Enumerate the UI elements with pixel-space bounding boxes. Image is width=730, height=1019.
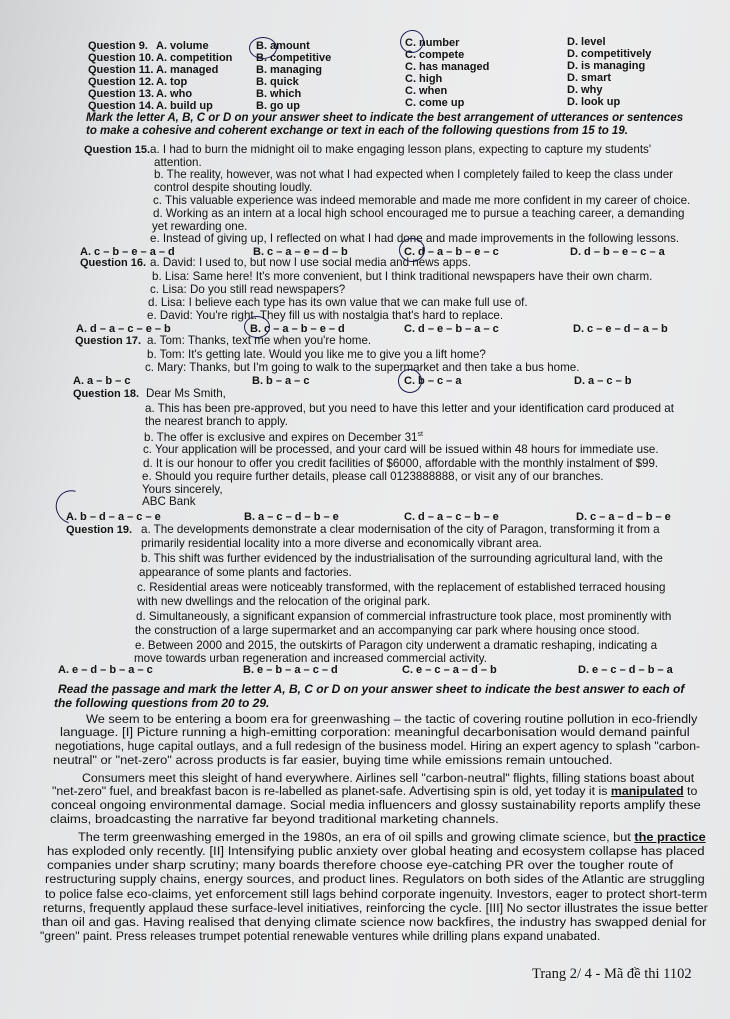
passage-line [47, 859, 673, 873]
passage-line [43, 902, 708, 916]
passage-line [50, 813, 499, 827]
passage-text: negotiations, huge capital outlays, and a full redesign of the business model. Hiring an expert agency to splash "carbon- [55, 739, 701, 753]
passage-text: to police false eco-claims, yet enforcement still lags behind corporate ingenuity. Investors, eager to protect short-term [45, 887, 708, 901]
vocab-option-a: A. managed [156, 64, 219, 76]
passage-line [45, 873, 705, 887]
instruction-arrangement-line1: Mark the letter A, B, C or D on your answer sheet to indicate the best arrangement of utterances or sentences [86, 112, 684, 124]
passage-text: neutral" or "net-zero" across products is far easier, buying time while emissions remain untouched. [53, 753, 613, 767]
question-line: d. Simultaneously, a significant expansion of commercial infrastructure took place, most prominently with [136, 610, 672, 623]
question-line: b. Lisa: Same here! It's more convenient, but I think traditional newspapers have their own charm. [152, 270, 653, 283]
pen-circle-q15 [399, 238, 425, 262]
passage-line [60, 726, 690, 740]
passage-text: returns, frequently applaud these surface-level initiatives, reinforcing the cycle. [III] No sector illustrates the issue better [43, 901, 708, 915]
vocab-label: Question 13. [88, 88, 155, 100]
instruction-reading-line1: Read the passage and mark the letter A, B, C or D on your answer sheet to indicate the best answer to each of [58, 682, 685, 696]
answer-option: A. a – b – c [73, 375, 131, 387]
question-line: c. This valuable experience was indeed memorable and made me more confident in my career of choice. [153, 194, 691, 207]
vocab-option-b: B. managing [256, 64, 323, 76]
passage-line [52, 785, 697, 799]
question-line: e. Instead of giving up, I reflected on what I had done and made improvements in the following lessons. [150, 232, 680, 245]
vocab-option-d: D. look up [567, 96, 621, 108]
answer-option: C. b – c – a [404, 375, 462, 387]
vocab-option-b: B. go up [256, 100, 300, 112]
passage-text: than oil and gas. Having realised that denying climate science now backfires, the industry has swapped denial for [42, 915, 707, 929]
pen-circle-q9 [249, 37, 277, 59]
vocab-option-c: C. come up [405, 97, 465, 109]
vocab-option-c: C. when [405, 85, 448, 97]
vocab-option-c: C. has managed [405, 61, 490, 73]
vocab-option-a: A. volume [156, 40, 209, 52]
question-line: c. Your application will be processed, and your card will be issued within 48 hours for immediate use. [143, 443, 659, 456]
question-line: yet rewarding one. [152, 220, 248, 233]
vocab-option-a: A. competition [156, 52, 233, 64]
answer-option: B. e – b – a – c – d [243, 664, 338, 676]
passage-line [42, 916, 706, 930]
underlined-word: manipulated [610, 784, 684, 798]
pen-circle-q17 [398, 369, 422, 393]
question-line: c. Lisa: Do you still read newspapers? [150, 283, 346, 296]
answer-option: B. c – a – e – d – b [253, 246, 348, 258]
passage-text: has exploded only recently. [II] Intensifying public anxiety over global heating and ecosystem collapse has placed [47, 844, 705, 858]
underlined-word: the practice [634, 830, 706, 844]
answer-option: A. e – d – b – a – c [58, 664, 153, 676]
vocab-option-b: B. quick [256, 76, 299, 88]
instruction-arrangement-line2: to make a cohesive and coherent exchange or text in each of the following questions from 15 to 19. [86, 125, 628, 137]
question-line: e. David: You're right. They fill us with nostalgia that's hard to replace. [147, 309, 504, 322]
question-line: b. This shift was further evidenced by the industrialisation of the surrounding agricultural land, with the [141, 552, 663, 565]
vocab-label: Question 14. [88, 100, 155, 112]
passage-line [53, 754, 613, 768]
vocab-option-d: D. competitively [567, 48, 652, 60]
answer-option: C. e – c – a – d – b [402, 664, 497, 676]
question-line: with new dwellings and the relocation of the original park. [137, 595, 431, 608]
vocab-label: Question 11. [88, 64, 154, 76]
question-line: Yours sincerely, [142, 483, 223, 496]
answer-option: D. c – e – d – a – b [573, 323, 668, 335]
answer-option: C. d – a – c – b – e [404, 511, 499, 523]
question-line: control despite shouting loudly. [154, 181, 313, 194]
question-line: c. Mary: Thanks, but I'm going to walk to the supermarket and then take a bus home. [145, 361, 580, 374]
vocab-option-d: D. level [567, 36, 606, 48]
question-line: d. It is our honour to offer you credit facilities of $6000, affordable with the monthly instalment of $99. [143, 457, 659, 470]
answer-option: B. c – a – b – e – d [250, 323, 345, 335]
vocab-option-c: C. compete [405, 49, 465, 61]
answer-option: B. a – c – d – b – e [244, 511, 339, 523]
vocab-option-d: D. is managing [567, 60, 646, 72]
q15-label: Question 15. [84, 144, 151, 156]
vocab-option-b: B. amount [256, 40, 310, 52]
passage-text: language. [I] Picture running a high-emitting corporation: meaningful decarbonisation would demand painful [60, 725, 690, 739]
answer-option: B. b – a – c [252, 375, 310, 387]
passage-line [78, 831, 706, 845]
vocab-option-a: A. build up [156, 100, 213, 112]
superscript: st [417, 431, 423, 438]
vocab-option-c: C. number [405, 37, 460, 49]
answer-option: A. c – b – e – a – d [80, 246, 175, 258]
pen-circle-q16 [244, 316, 270, 338]
question-line: e. Should you require further details, please call 0123888888, or visit any of our branches. [142, 470, 604, 483]
question-line: attention. [154, 156, 202, 169]
answer-option: A. b – d – a – c – e [66, 511, 161, 523]
vocab-option-d: D. why [567, 84, 603, 96]
passage-line [45, 888, 707, 902]
question-line: a. I had to burn the midnight oil to make engaging lesson plans, expecting to capture my students' [150, 143, 652, 156]
question-line: a. This has been pre-approved, but you need to have this letter and your identification card produced at [145, 402, 674, 415]
answer-option: D. a – c – b [574, 375, 632, 387]
question-line: b. Tom: It's getting late. Would you like me to give you a lift home? [147, 348, 486, 361]
passage-text: restructuring supply chains, energy sources, and product lines. Regulators on both sides of the Atlantic are struggling [45, 872, 705, 886]
vocab-option-b: B. competitive [256, 52, 332, 64]
question-line: the nearest branch to apply. [145, 415, 288, 428]
vocab-option-c: C. high [405, 73, 443, 85]
passage-text: The term greenwashing emerged in the 1980s, an era of oil spills and growing climate science, but [78, 830, 635, 844]
instruction-reading-line2: the following questions from 20 to 29. [54, 696, 270, 710]
q17-label: Question 17. [75, 335, 142, 347]
question-line: primarily residential locality into a more diverse and economically vibrant area. [141, 537, 542, 550]
question-line: d. Lisa: I believe each type has its own value that we can make full use of. [148, 296, 528, 309]
q19-label: Question 19. [66, 524, 133, 536]
passage-line [51, 799, 701, 813]
vocab-option-b: B. which [256, 88, 302, 100]
passage-text: Consumers meet this sleight of hand everywhere. Airlines sell "carbon-neutral" flights, filling stations boast about [82, 771, 695, 785]
question-line: ABC Bank [142, 495, 196, 508]
passage-line [40, 930, 600, 944]
passage-line [47, 845, 705, 859]
vocab-option-a: A. top [156, 76, 188, 88]
question-line: Dear Ms Smith, [146, 387, 226, 400]
question-line: b. The offer is exclusive and expires on December 31st [144, 430, 423, 444]
answer-option: D. e – c – d – b – a [578, 664, 673, 676]
answer-option: A. d – a – c – e – b [76, 323, 171, 335]
passage-text: claims, broadcasting the narrative far beyond traditional marketing channels. [50, 812, 499, 826]
answer-option: D. c – a – d – b – e [576, 511, 671, 523]
question-line: a. David: I used to, but now I use social media and news apps. [150, 256, 471, 269]
vocab-option-a: A. who [156, 88, 193, 100]
question-line: the construction of a large supermarket and an accompanying car park where housing once stood. [135, 624, 640, 637]
passage-text: "green" paint. Press releases trumpet potential renewable ventures while drilling plans expand unabated. [40, 929, 601, 943]
question-line: appearance of some plants and factories. [139, 566, 352, 579]
question-line: move towards urban regeneration and increased commercial activity. [134, 652, 487, 665]
answer-option: D. d – b – e – c – a [570, 246, 665, 258]
q18-label: Question 18. [73, 388, 140, 400]
question-line: b. The reality, however, was not what I had expected when I completely failed to keep the class under [154, 168, 674, 181]
passage-text: "net-zero" fuel, and breakfast bacon is re-labelled as planet-safe. Advertising spin is old, yet today it is [52, 784, 611, 798]
passage-line [55, 740, 700, 754]
passage-text: to [683, 784, 698, 798]
question-line: a. The developments demonstrate a clear modernisation of the city of Paragon, transforming it from a [141, 523, 660, 536]
vocab-label: Question 10. [88, 52, 155, 64]
answer-option: C. d – a – b – e – c [404, 246, 499, 258]
question-line: c. Residential areas were noticeably transformed, with the replacement of established terraced housing [137, 581, 666, 594]
question-line: e. Between 2000 and 2015, the outskirts of Paragon city underwent a dramatic reshaping, indicating a [135, 639, 658, 652]
answer-option: C. d – e – b – a – c [404, 323, 499, 335]
passage-text: companies under sharp scrutiny; many boards therefore choose eye-catching PR over the tougher route of [47, 858, 674, 872]
vocab-label: Question 12. [88, 76, 155, 88]
passage-text: conceal ongoing environmental damage. Social media influencers and glossy sustainability reports amplify these [51, 798, 701, 812]
question-line: d. Working as an intern at a local high school encouraged me to pursue a teaching career, a demanding [153, 207, 685, 220]
page-footer: Trang 2/ 4 - Mã đề thi 1102 [532, 966, 692, 982]
question-line: a. Tom: Thanks, text me when you're home. [147, 334, 372, 347]
passage-text: We seem to be entering a boom era for greenwashing – the tactic of covering routine pollution in eco-friendly [86, 712, 698, 726]
vocab-label: Question 9. [88, 40, 148, 52]
q16-label: Question 16. [80, 257, 147, 269]
vocab-option-d: D. smart [567, 72, 612, 84]
